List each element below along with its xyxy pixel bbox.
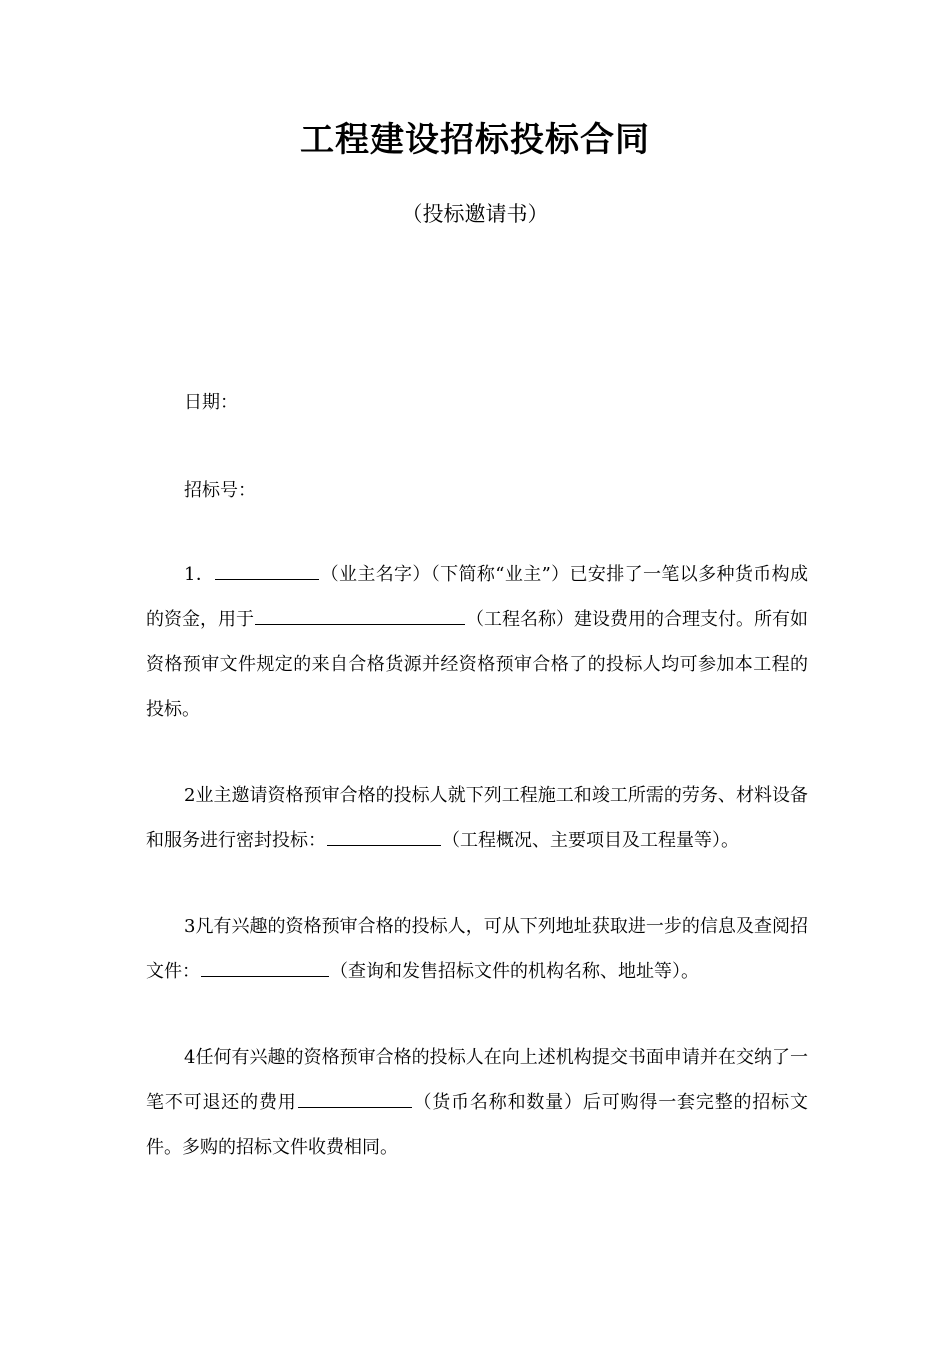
- clause-2-text-a: 2业主邀请资格预审合格的投标人就下列工程施工和竣工所需的劳务、材料设备和服务进行密封投标：: [146, 785, 808, 851]
- clause-1-text-a: （业主名字）（下简称“业主”）已安排了一笔以多种货币构成的资金，用于: [146, 564, 809, 630]
- clause-1-text-b: （工程名称）建设费用的合理支付。所有如资格预审文件规定的来自合格货源并经资格预审合格了的投标人均可参加本工程的投标。: [146, 609, 808, 720]
- document-subtitle: （投标邀请书）: [401, 202, 549, 226]
- bid-number-label: 招标号：: [184, 480, 256, 501]
- clause-3-text-b: （查询和发售招标文件的机构名称、地址等）。: [330, 961, 699, 982]
- clause-1-prefix: 1．: [184, 564, 215, 585]
- project-name-blank: [255, 604, 465, 625]
- fee-amount-blank: [298, 1087, 412, 1108]
- project-overview-blank: [327, 825, 441, 846]
- issuing-agency-blank: [201, 956, 329, 977]
- clause-1: [146, 552, 808, 732]
- date-label: 日期：: [184, 392, 238, 413]
- clause-4-text-b: （货币名称和数量）后可购得一套完整的招标文件。多购的招标文件收费相同。: [146, 1092, 809, 1158]
- clause-4-text-a: 4任何有兴趣的资格预审合格的投标人在向上述机构提交书面申请并在交纳了一笔不可退还的费用: [146, 1047, 808, 1113]
- clause-2: [146, 773, 808, 863]
- clause-3-text-a: 3凡有兴趣的资格预审合格的投标人，可从下列地址获取进一步的信息及查阅招文件：: [146, 916, 808, 982]
- clause-4: [146, 1035, 808, 1170]
- clause-2-text-b: （工程概况、主要项目及工程量等）。: [442, 830, 739, 851]
- document-title: 工程建设招标投标合同: [300, 120, 650, 160]
- clause-3: [146, 904, 808, 994]
- owner-name-blank: [215, 559, 319, 580]
